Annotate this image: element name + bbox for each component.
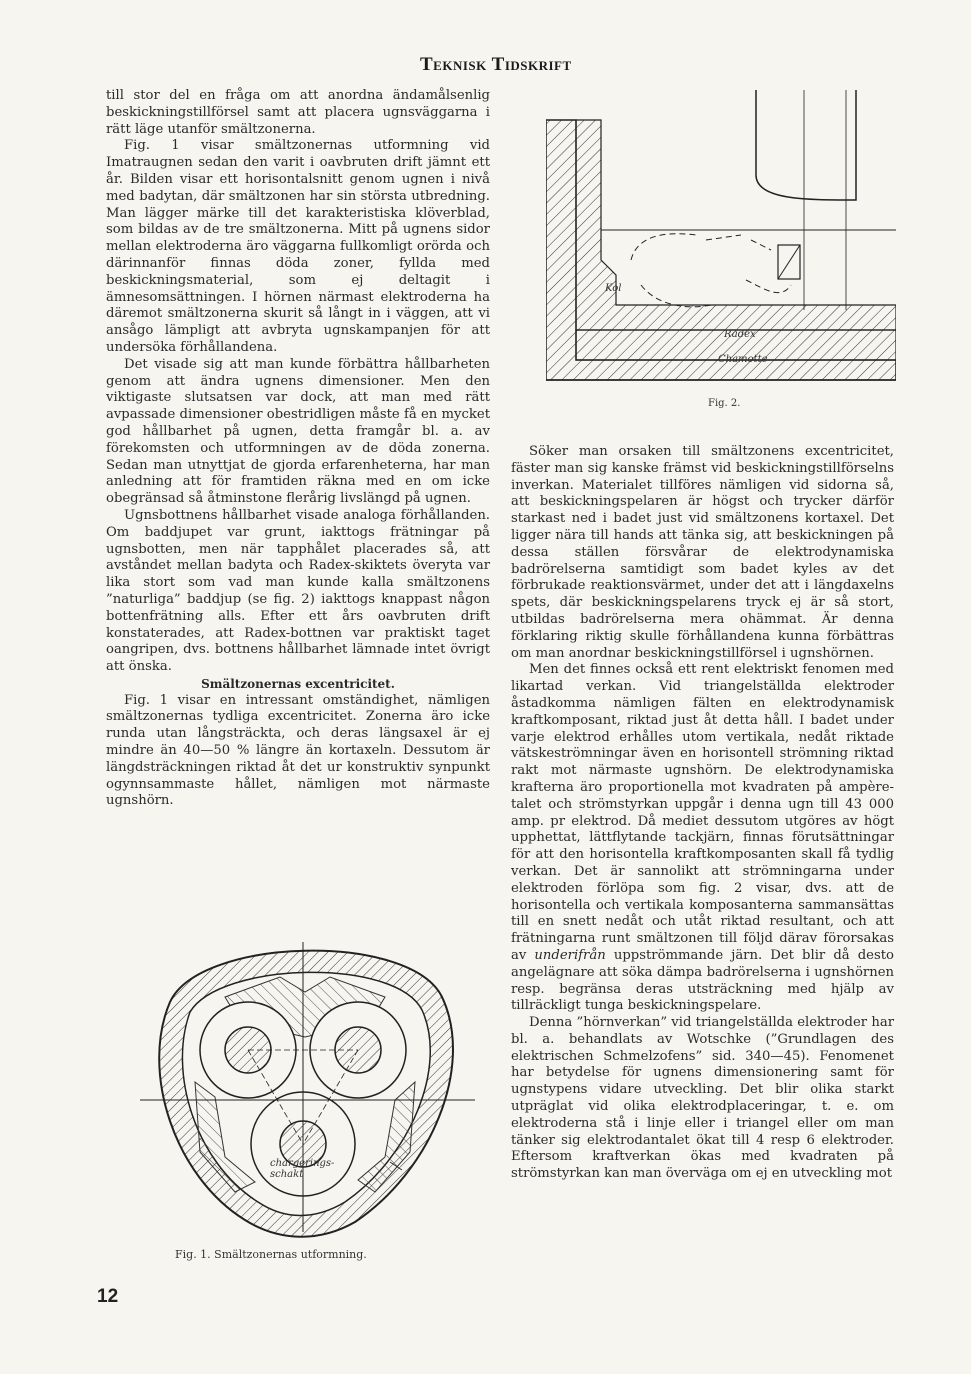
flow-arrow bbox=[751, 240, 771, 250]
paragraph bbox=[511, 662, 894, 1015]
flow-arrow bbox=[631, 234, 696, 260]
paragraph: Fig. 1 visar smältzonernas utformning vid Imatraugnen sedan den varit i oavbruten drift jämnt ett år. Bilden visar ett horisontalsnitt genom ugnen i nivå med badytan, där smältzonen har sin största utbredning. Man lägger märke till det karakteristiska klöverblad, som bildas av de tre smältzonerna. Mitt på ugnens sidor mellan elektroderna äro väggarna fullkomligt orörda och därinnanför finnas döda zoner, fyllda med beskickningsmaterial, som ej deltagit i ämnesomsättningen. I hörnen närmast elektroderna ha däremot smältzonerna skurit så långt in i väggen, att vi ansågo lämpligt att avbryta ugnskampanjen för att undersöka förhållandena. bbox=[106, 138, 490, 355]
section-heading: Smältzonernas excentricitet. bbox=[201, 676, 395, 691]
paragraph: Ugnsbottnens hållbarhet visade analoga förhållanden. Om baddjupet var grunt, iakttogs frätningar på ugnsbotten, men när tapphålet placerades så, att avståndet mellan badyta och Radex-skiktets överyta var lika stort som vad man kunde kalla smältzonens ”naturliga” baddjup (se fig. 2) iakttogs knappast någon bottenfrätning alls. Efter ett års oavbruten drift konstaterades, att Radex-bottnen var praktiskt taget oangripen, dvs. bottnens hållbarhet lämnade intet övrigt att önska. bbox=[106, 507, 490, 675]
figure-1-label: chargerings-schakt bbox=[270, 1158, 335, 1180]
left-column bbox=[106, 88, 490, 810]
figure-1-furnace-section bbox=[130, 922, 480, 1242]
figure-1-caption: Fig. 1. Smältzonernas utformning. bbox=[175, 1248, 367, 1261]
paragraph-text: Men det finnes också ett rent elektriskt fenomen med likartad verkan. Vid triangelställda elektroder åstadkomma nämligen fälten en elektrodynamisk kraftkomposant, riktad just åt detta håll. I badet under varje elektrod erhålles utom vertikala, nedåt riktade vätskeströmningar även en horisontell strömning riktad rakt mot närmaste ugnshörn. De elektrodynamiska krafterna äro proportionella mot kvadraten på ampère-talet och strömstyrkan uppgår i denna ugn till 43 000 amp. pr elektrod. Då mediet dessutom utgöres av högt upphettat, lättflytande tackjärn, finnas förutsättningar för att den horisontella kraftkomposanten skall få tydlig verkan. Det är sannolikt att strömningarna under elektroden förlöpa som fig. 2 visar, dvs. att de horisontella och vertikala komposanterna sammansättas till en snett nedåt och utåt riktad resultant, och att frätningarna runt smältzonen till följd därav förorsakas av bbox=[511, 662, 894, 963]
radex-label: Radex bbox=[724, 329, 756, 340]
kol-label: Kol bbox=[605, 283, 622, 294]
electrode bbox=[756, 90, 856, 200]
flow-arrow bbox=[641, 285, 711, 307]
journal-title: Teknisk Tidskrift bbox=[420, 54, 572, 75]
figure-2-caption: Fig. 2. bbox=[708, 398, 741, 409]
right-column bbox=[511, 444, 894, 1183]
flow-arrow bbox=[746, 280, 791, 293]
emphasis: underifrån bbox=[534, 947, 606, 963]
page-number: 12 bbox=[97, 1286, 119, 1307]
paragraph: Fig. 1 visar en intressant omständighet, nämligen smältzonernas tydliga excentricitet. Zonerna äro icke runda utan långsträckta, och deras längsaxel är ej mindre än 40—50 % längre än kortaxeln. Dessutom är längdsträckningen riktad åt det ur konstruktiv synpunkt ogynnsammaste hållet, nämligen mot närmaste ugnshörn. bbox=[106, 692, 490, 809]
side-lining bbox=[576, 120, 896, 330]
figure-2-vertical-section bbox=[546, 90, 896, 396]
paragraph: Söker man orsaken till smältzonens excentricitet, fäster man sig kanske främst vid beskickningstillförselns inverkan. Materialet tillföres nämligen vid sidorna så, att beskickningspelaren är högst och trycker därför starkast ned i badet just vid smältzonens kortaxel. Det ligger nära till hands att tänka sig, att beskickningen på dessa ställen försvårar de elektrodynamiska badrörelserna samtidigt som badet kyles av det förbrukade reaktionsvärmet, under det att i längdaxelns spets, där beskickningspelarens tryck ej är så stort, utbildas badrörelserna mera ohämmat. Är denna förklaring riktig skulle förhållandena kunna förbättras om man anordnar beskickningstillförsel i ugnshörnen. bbox=[511, 444, 894, 661]
paragraph: Denna ”hörnverkan” vid triangelställda elektroder har bl. a. behandlats av Wotschke (”Grundlagen des elektrischen Schmelzofens” sid. 340—45). Fenomenet har betydelse för ugnens dimensionering samt för ugnstypens vidare utveckling. Det blir olika starkt utpräglat vid olika elektrodplaceringar, t. e. om elektroderna stå i linje eller i triangel eller om man tänker sig elektrodantalet ökat till 4 resp 6 elektroder. Eftersom kraftverkan ökas med kvadraten på strömstyrkan kan man överväga om ej en utveckling mot bbox=[511, 1015, 894, 1182]
chamotte-label: Chamotte bbox=[718, 354, 768, 365]
flow-arrow bbox=[706, 235, 741, 240]
paragraph-tail: uppströmmande järn. Det blir då desto angelägnare att söka dämpa badrörelserna i ugnshörnen resp. begränsa deras utsträckning med hjälp av tillräckligt tunga beskickningspelare. bbox=[511, 947, 894, 1014]
paragraph: till stor del en fråga om att anordna ändamålsenlig beskickningstillförsel samt att placera ugnsväggarna i rätt läge utanför smältzonerna. bbox=[106, 88, 490, 137]
paragraph: Det visade sig att man kunde förbättra hållbarheten genom att ändra ugnens dimensioner. Men den viktigaste slutsatsen var dock, att man med rätt avpassade dimensioner obestridligen måste få en mycket god hållbarhet på ugnen, detta framgår bl. a. av förekomsten och utformningen av de döda zonerna. Sedan man utnyttjat de gjorda erfarenheterna, har man anledning att för framtiden räkna med en om icke obegränsad så åtminstone flerårig livslängd på ugnen. bbox=[106, 356, 490, 507]
